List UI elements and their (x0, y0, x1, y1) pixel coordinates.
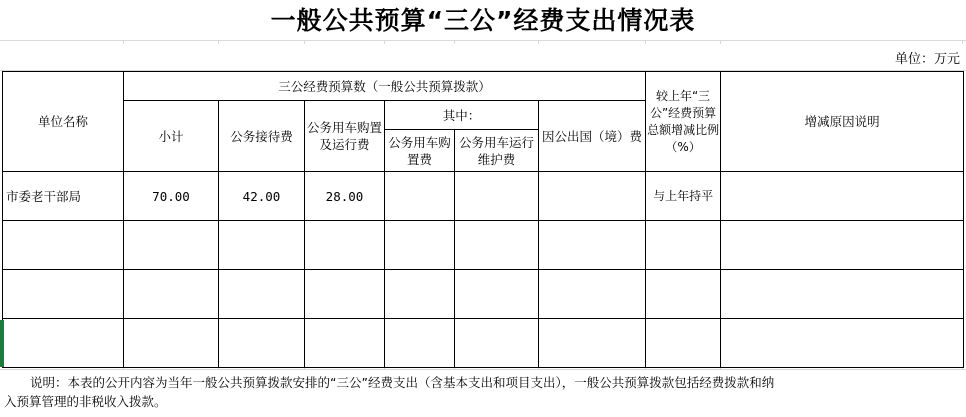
empty-cell[interactable] (646, 221, 721, 270)
header-row-1 (3, 72, 964, 101)
empty-cell[interactable] (305, 221, 385, 270)
empty-cell[interactable] (646, 319, 721, 368)
header-reason[interactable]: 增减原因说明 (721, 72, 964, 172)
header-reception[interactable]: 公务接待费 (219, 101, 305, 172)
empty-cell[interactable] (539, 221, 646, 270)
empty-cell[interactable] (385, 221, 455, 270)
empty-cell[interactable] (455, 319, 539, 368)
footnote-line-2[interactable]: 入预算管理的非税收入拨款。 (4, 394, 167, 409)
table-row-empty (3, 270, 964, 319)
empty-cell[interactable] (646, 270, 721, 319)
table-row-empty (3, 319, 964, 368)
cell-reception[interactable]: 42.00 (219, 172, 305, 221)
empty-cell[interactable] (124, 221, 219, 270)
gridline (0, 40, 966, 41)
empty-cell[interactable] (721, 270, 964, 319)
active-cell-indicator (0, 320, 4, 367)
cell-unit[interactable]: 市委老干部局 (3, 172, 124, 221)
empty-cell[interactable] (305, 270, 385, 319)
cell-reason[interactable] (721, 172, 964, 221)
page-title[interactable]: 一般公共预算“三公”经费支出情况表 (0, 2, 966, 40)
header-vehicle-total[interactable]: 公务用车购置及运行费 (305, 101, 385, 172)
header-subtotal[interactable]: 小计 (124, 101, 219, 172)
empty-cell[interactable] (3, 319, 124, 368)
cell-vehicle-purchase[interactable] (385, 172, 455, 221)
cell-vehicle-operation[interactable] (455, 172, 539, 221)
empty-cell[interactable] (721, 319, 964, 368)
footnote-line-1[interactable]: 说明：本表的公开内容为当年一般公共预算拨款安排的“三公”经费支出（含基本支出和项目支出），一般公共预算拨款包括经费拨款和纳 (30, 375, 775, 390)
expense-table (2, 71, 964, 368)
empty-cell[interactable] (219, 319, 305, 368)
empty-cell[interactable] (455, 270, 539, 319)
empty-cell[interactable] (219, 221, 305, 270)
empty-cell[interactable] (385, 270, 455, 319)
cell-overseas[interactable] (539, 172, 646, 221)
cell-vehicle-total[interactable]: 28.00 (305, 172, 385, 221)
empty-cell[interactable] (539, 270, 646, 319)
empty-cell[interactable] (3, 221, 124, 270)
cell-change-ratio[interactable]: 与上年持平 (646, 172, 721, 221)
empty-cell[interactable] (455, 221, 539, 270)
header-unit-name[interactable]: 单位名称 (3, 72, 124, 172)
unit-row (0, 44, 966, 70)
header-among[interactable]: 其中： (385, 101, 539, 130)
unit-label[interactable]: 单位：万元 (894, 52, 960, 67)
empty-cell[interactable] (124, 319, 219, 368)
header-vehicle-operation[interactable]: 公务用车运行维护费 (455, 130, 539, 172)
footnote (0, 370, 966, 417)
empty-cell[interactable] (124, 270, 219, 319)
header-overseas[interactable]: 因公出国（境）费 (539, 101, 646, 172)
cell-subtotal[interactable]: 70.00 (124, 172, 219, 221)
empty-cell[interactable] (385, 319, 455, 368)
empty-cell[interactable] (305, 319, 385, 368)
empty-cell[interactable] (721, 221, 964, 270)
header-vehicle-purchase[interactable]: 公务用车购置费 (385, 130, 455, 172)
header-change-ratio[interactable]: 较上年“三公”经费预算总额增减比例（%） (646, 72, 721, 172)
header-budget-group[interactable]: 三公经费预算数（一般公共预算拨款） (124, 72, 646, 101)
table-row-empty (3, 221, 964, 270)
empty-cell[interactable] (3, 270, 124, 319)
empty-cell[interactable] (539, 319, 646, 368)
table-row (3, 172, 964, 221)
empty-cell[interactable] (219, 270, 305, 319)
